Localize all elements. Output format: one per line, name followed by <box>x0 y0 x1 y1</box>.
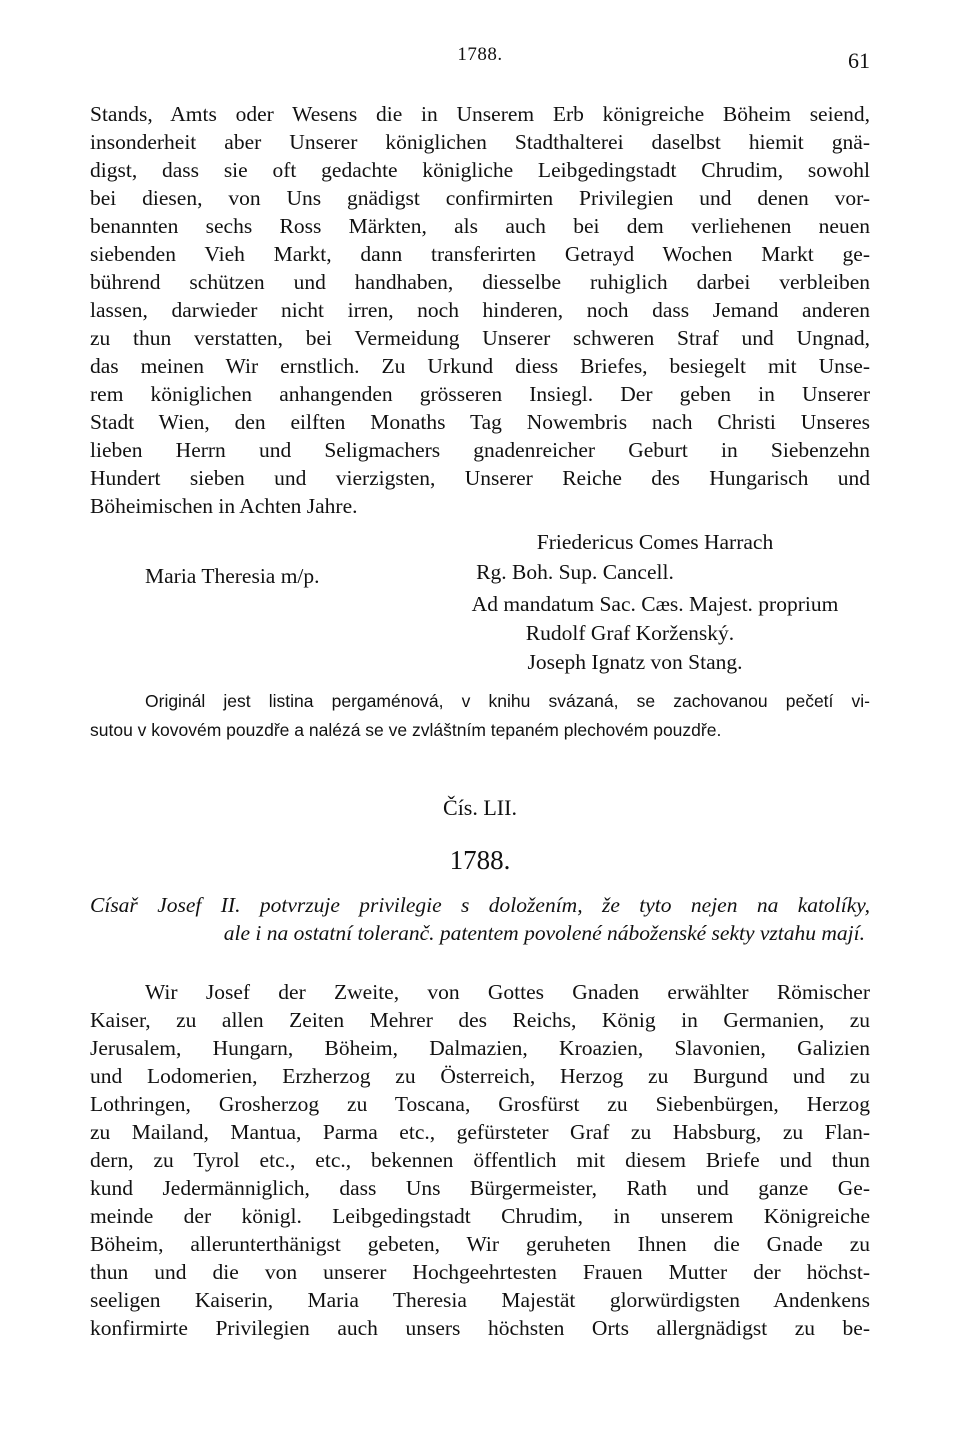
summary-line: ale i na ostatní toleranč. patentem povolené náboženské sekty vztahu mají. <box>223 921 865 945</box>
signature-left: Maria Theresia m/p. <box>145 564 320 588</box>
text-line: das meinen Wir ernstlich. Zu Urkund diess Briefes, besiegelt mit Unse- <box>90 354 870 378</box>
text-line: zu Mailand, Mantua, Parma etc., gefürsteter Graf zu Habsburg, zu Flan- <box>90 1120 870 1144</box>
text-line: lieben Herrn und Seligmachers gnadenreicher Geburt in Siebenzehn <box>90 438 870 462</box>
document-year-heading: 1788. <box>449 845 511 875</box>
text-line: digst, dass sie oft gedachte königliche Leibgedingstadt Chrudim, sowohl <box>90 158 870 182</box>
text-line: thun und die von unserer Hochgeehrtesten Frauen Mutter der höchst- <box>90 1260 870 1284</box>
text-line: meinde der königl. Leibgedingstadt Chrudim, in unserem Königreiche <box>90 1204 870 1228</box>
signature-line: Rg. Boh. Sup. Cancell. <box>476 560 674 584</box>
text-line: zu thun verstatten, bei Vermeidung Unserer schweren Straf und Ungnad, <box>90 326 870 350</box>
text-line: lassen, darwieder nicht irren, noch hinderen, noch dass Jemand anderen <box>90 298 870 322</box>
text-line: Jerusalem, Hungarn, Böheim, Dalmazien, Kroazien, Slavonien, Galizien <box>90 1036 870 1060</box>
text-line: siebenden Vieh Markt, dann transferirten Getrayd Wochen Markt ge- <box>90 242 870 266</box>
signature-line: Joseph Ignatz von Stang. <box>527 650 743 674</box>
text-line: Kaiser, zu allen Zeiten Mehrer des Reichs, König in Germanien, zu <box>90 1008 870 1032</box>
text-line: Hundert sieben und vierzigsten, Unserer Reiche des Hungarisch und <box>90 466 870 490</box>
signature-line: Rudolf Graf Korženský. <box>525 621 735 645</box>
page-number: 61 <box>848 48 870 73</box>
text-line: Böheimischen in Achten Jahre. <box>90 494 358 518</box>
text-line: insonderheit aber Unserer königlichen Stadthalterei daselbst hiemit gnä- <box>90 130 870 154</box>
text-line: rem königlichen anhangenden grösseren Insiegl. Der geben in Unserer <box>90 382 870 406</box>
running-header-year: 1788. <box>457 44 503 65</box>
text-line: Stands, Amts oder Wesens die in Unserem Erb königreiche Böheim seiend, <box>90 102 870 126</box>
document-number-heading: Čís. LII. <box>443 795 517 820</box>
text-line: Wir Josef der Zweite, von Gottes Gnaden erwählter Römischer <box>145 980 870 1004</box>
text-line: bei diesen, von Uns gnädigst confirmirten Privilegien und denen vor- <box>90 186 870 210</box>
text-line: Böheim, allerunterthänigst gebeten, Wir geruheten Ihnen die Gnade zu <box>90 1232 870 1256</box>
note-line: Originál jest listina pergaménová, v knihu svázaná, se zachovanou pečetí vi- <box>145 691 870 711</box>
signature-line: Friedericus Comes Harrach <box>536 530 774 554</box>
note-line: sutou v kovovém pouzdře a nalézá se ve zvláštním tepaném plechovém pouzdře. <box>90 720 722 740</box>
text-line: dern, zu Tyrol etc., etc., bekennen öffentlich mit diesem Briefe und thun <box>90 1148 870 1172</box>
text-line: Lothringen, Grosherzog zu Toscana, Grosfürst zu Siebenbürgen, Herzog <box>90 1092 870 1116</box>
text-line: benannten sechs Ross Märkten, als auch bei dem verliehenen neuen <box>90 214 870 238</box>
text-line: bührend schützen und handhaben, diesselbe ruhiglich darbei verbleiben <box>90 270 870 294</box>
text-line: kund Jedermänniglich, dass Uns Bürgermeister, Rath und ganze Ge- <box>90 1176 870 1200</box>
signature-line: Ad mandatum Sac. Cæs. Majest. proprium <box>471 592 839 616</box>
text-line: Stadt Wien, den eilften Monaths Tag Nowembris nach Christi Unseres <box>90 410 870 434</box>
text-line: und Lodomerien, Erzherzog zu Österreich, Herzog zu Burgund und zu <box>90 1064 870 1088</box>
summary-line: Císař Josef II. potvrzuje privilegie s doložením, že tyto nejen na katolíky, <box>90 893 870 917</box>
text-line: seeligen Kaiserin, Maria Theresia Majestät glorwürdigsten Andenkens <box>90 1288 870 1312</box>
text-line: konfirmirte Privilegien auch unsers höchsten Orts allergnädigst zu be- <box>90 1316 870 1340</box>
